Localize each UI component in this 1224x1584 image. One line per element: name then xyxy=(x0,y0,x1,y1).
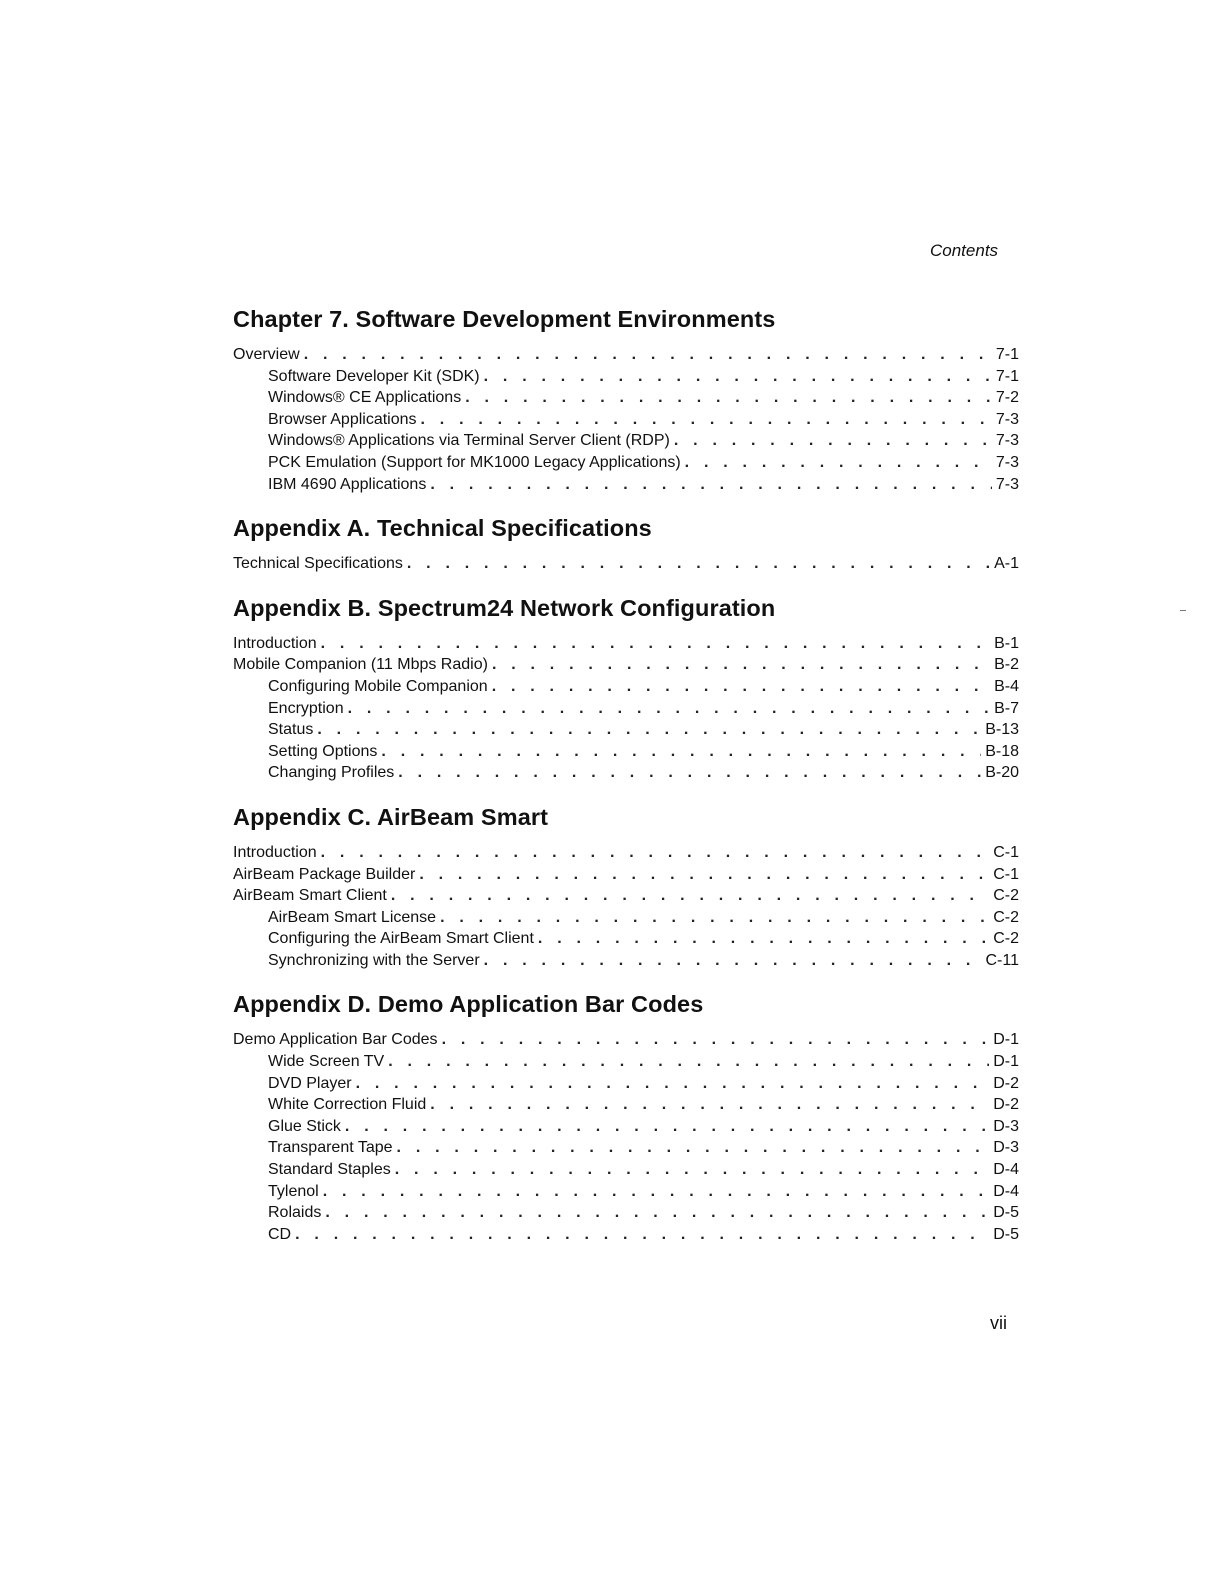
section-title: Chapter 7. Software Development Environments xyxy=(233,306,776,332)
toc-entry xyxy=(233,1051,1019,1073)
toc-entry-label: Setting Options xyxy=(268,742,378,760)
dot-leader xyxy=(323,1181,990,1203)
toc-entry xyxy=(233,654,1019,676)
toc-entry xyxy=(233,1116,1019,1138)
toc-entry xyxy=(233,928,1019,950)
dot-leader xyxy=(484,366,992,388)
section-title: Appendix B. Spectrum24 Network Configuration xyxy=(233,594,776,621)
dot-leader xyxy=(440,907,989,929)
toc-entry-page: D-4 xyxy=(993,1182,1019,1200)
toc-entry xyxy=(233,344,1019,366)
toc-entry-page: B-1 xyxy=(994,634,1019,652)
section-title: Appendix D. Demo Application Bar Codes xyxy=(233,991,704,1018)
dot-leader xyxy=(345,1116,989,1138)
dot-leader xyxy=(492,676,990,698)
toc-entry-page: D-1 xyxy=(993,1031,1019,1049)
toc-entry xyxy=(233,1159,1019,1181)
toc-entry-label: Windows® CE Applications xyxy=(268,389,462,407)
toc-entry-page: C-11 xyxy=(985,951,1019,969)
toc-entry xyxy=(233,1202,1019,1224)
toc-entry-page: C-2 xyxy=(993,930,1019,948)
toc-entry xyxy=(233,1224,1019,1246)
toc-entry-label: Encryption xyxy=(268,699,344,717)
toc-entry-page: 7-3 xyxy=(995,410,1019,428)
dot-leader xyxy=(395,1159,989,1181)
dot-leader xyxy=(321,842,990,864)
dot-leader xyxy=(419,864,989,886)
toc-entry-label: Technical Specifications xyxy=(233,555,403,573)
section-title: Appendix C. AirBeam Smart xyxy=(233,803,549,830)
toc-entry-page: 7-3 xyxy=(995,475,1019,493)
toc-entry xyxy=(233,409,1019,431)
toc-entry-page: 7-1 xyxy=(995,367,1019,385)
toc-entry-label: AirBeam Smart Client xyxy=(233,887,387,905)
toc-entry-page: D-5 xyxy=(993,1225,1019,1243)
toc-entry xyxy=(233,474,1019,496)
toc-entry xyxy=(233,1029,1019,1051)
toc-entry xyxy=(233,676,1019,698)
toc-entry xyxy=(233,1073,1019,1095)
dot-leader xyxy=(484,950,982,972)
toc-section xyxy=(233,306,1019,495)
toc-entry xyxy=(233,387,1019,409)
dot-leader xyxy=(317,719,981,741)
dot-leader xyxy=(685,452,992,474)
toc-entry xyxy=(233,842,1019,864)
page-number: vii xyxy=(990,1313,1007,1333)
toc-entry-label: Introduction xyxy=(233,634,317,652)
toc-section xyxy=(233,804,1019,972)
dot-leader xyxy=(397,1137,990,1159)
toc-entry-label: Configuring the AirBeam Smart Client xyxy=(268,930,534,948)
toc-entry-label: DVD Player xyxy=(268,1074,352,1092)
toc-section xyxy=(233,595,1019,784)
toc-entry-label: Changing Profiles xyxy=(268,764,395,782)
toc-entry-label: AirBeam Smart License xyxy=(268,908,437,926)
dot-leader xyxy=(325,1202,989,1224)
toc-entry-page: B-18 xyxy=(985,742,1019,760)
toc-entry-page: 7-2 xyxy=(995,389,1019,407)
section-title: Appendix A. Technical Specifications xyxy=(233,515,652,542)
toc-entry xyxy=(233,553,1019,575)
toc-entry-label: AirBeam Package Builder xyxy=(233,865,416,883)
toc-entry-label: Wide Screen TV xyxy=(268,1053,385,1071)
toc-entry-page: D-3 xyxy=(993,1117,1019,1135)
toc-entry xyxy=(233,698,1019,720)
toc-entry-page: D-4 xyxy=(993,1161,1019,1179)
toc-entry-label: Introduction xyxy=(233,843,317,861)
toc-entry-label: Overview xyxy=(233,346,300,363)
dot-leader xyxy=(388,1051,989,1073)
dot-leader xyxy=(674,430,992,452)
toc-entry-page: C-2 xyxy=(993,908,1019,926)
toc-entry-page: B-13 xyxy=(985,721,1019,739)
toc-section xyxy=(233,515,1019,575)
toc-entry-page: B-4 xyxy=(994,677,1019,695)
toc-entry-page: 7-3 xyxy=(995,432,1019,450)
toc-section xyxy=(233,991,1019,1245)
toc-entry xyxy=(233,907,1019,929)
toc-entry-label: CD xyxy=(268,1225,292,1243)
toc-entry xyxy=(233,885,1019,907)
toc-entry-label: Rolaids xyxy=(268,1204,322,1222)
toc-entry-page: D-1 xyxy=(993,1053,1019,1071)
scan-mark xyxy=(1180,610,1186,611)
dot-leader xyxy=(430,1094,989,1116)
toc-entry xyxy=(233,719,1019,741)
toc-entry xyxy=(233,1094,1019,1116)
toc-entry-label: White Correction Fluid xyxy=(268,1096,427,1114)
toc-entry-page: D-5 xyxy=(993,1204,1019,1222)
toc-entry-label: Software Developer Kit (SDK) xyxy=(268,367,480,385)
running-header: Contents xyxy=(930,241,999,260)
dot-leader xyxy=(538,928,989,950)
toc-entry xyxy=(233,864,1019,886)
dot-leader xyxy=(398,762,981,784)
toc-entry-page: C-1 xyxy=(993,843,1019,861)
toc-entry-page: A-1 xyxy=(994,555,1019,573)
toc-entry-page: D-3 xyxy=(993,1139,1019,1157)
toc-entry-page: 7-1 xyxy=(995,346,1019,363)
toc-entry-label: Transparent Tape xyxy=(268,1139,393,1157)
toc-entry-label: Tylenol xyxy=(268,1182,319,1200)
dot-leader xyxy=(348,698,991,720)
table-of-contents xyxy=(233,306,1019,1265)
toc-entry xyxy=(233,633,1019,655)
toc-entry-page: D-2 xyxy=(993,1074,1019,1092)
toc-entry-label: PCK Emulation (Support for MK1000 Legacy Applications) xyxy=(268,453,681,471)
toc-entry-label: IBM 4690 Applications xyxy=(268,475,427,493)
toc-entry xyxy=(233,366,1019,388)
dot-leader xyxy=(391,885,989,907)
dot-leader xyxy=(381,741,981,763)
toc-entry xyxy=(233,762,1019,784)
toc-entry-label: Demo Application Bar Codes xyxy=(233,1031,438,1049)
toc-entry-page: C-1 xyxy=(993,865,1019,883)
toc-entry-label: Configuring Mobile Companion xyxy=(268,677,488,695)
toc-entry-page: D-2 xyxy=(993,1096,1019,1114)
toc-entry-page: B-20 xyxy=(985,764,1019,782)
toc-entry-page: C-2 xyxy=(993,887,1019,905)
toc-entry-label: Glue Stick xyxy=(268,1117,341,1135)
toc-entry-label: Status xyxy=(268,721,314,739)
dot-leader xyxy=(356,1073,990,1095)
toc-entry-label: Browser Applications xyxy=(268,410,417,428)
toc-entry xyxy=(233,950,1019,972)
toc-entry xyxy=(233,741,1019,763)
toc-entry xyxy=(233,1137,1019,1159)
toc-entry-label: Windows® Applications via Terminal Server Client (RDP) xyxy=(268,432,670,450)
toc-entry-label: Synchronizing with the Server xyxy=(268,951,480,969)
toc-entry-label: Mobile Companion (11 Mbps Radio) xyxy=(233,656,488,674)
dot-leader xyxy=(421,409,992,431)
dot-leader xyxy=(465,387,992,409)
dot-leader xyxy=(321,633,990,655)
toc-entry xyxy=(233,430,1019,452)
dot-leader xyxy=(304,344,992,366)
toc-entry-page: B-7 xyxy=(994,699,1019,717)
toc-entry-page: B-2 xyxy=(994,656,1019,674)
toc-entry xyxy=(233,452,1019,474)
toc-entry-label: Standard Staples xyxy=(268,1161,391,1179)
dot-leader xyxy=(430,474,992,496)
toc-entry xyxy=(233,1181,1019,1203)
toc-entry-page: 7-3 xyxy=(995,453,1019,471)
dot-leader xyxy=(407,553,990,575)
dot-leader xyxy=(442,1029,990,1051)
dot-leader xyxy=(492,654,990,676)
dot-leader xyxy=(295,1224,989,1246)
